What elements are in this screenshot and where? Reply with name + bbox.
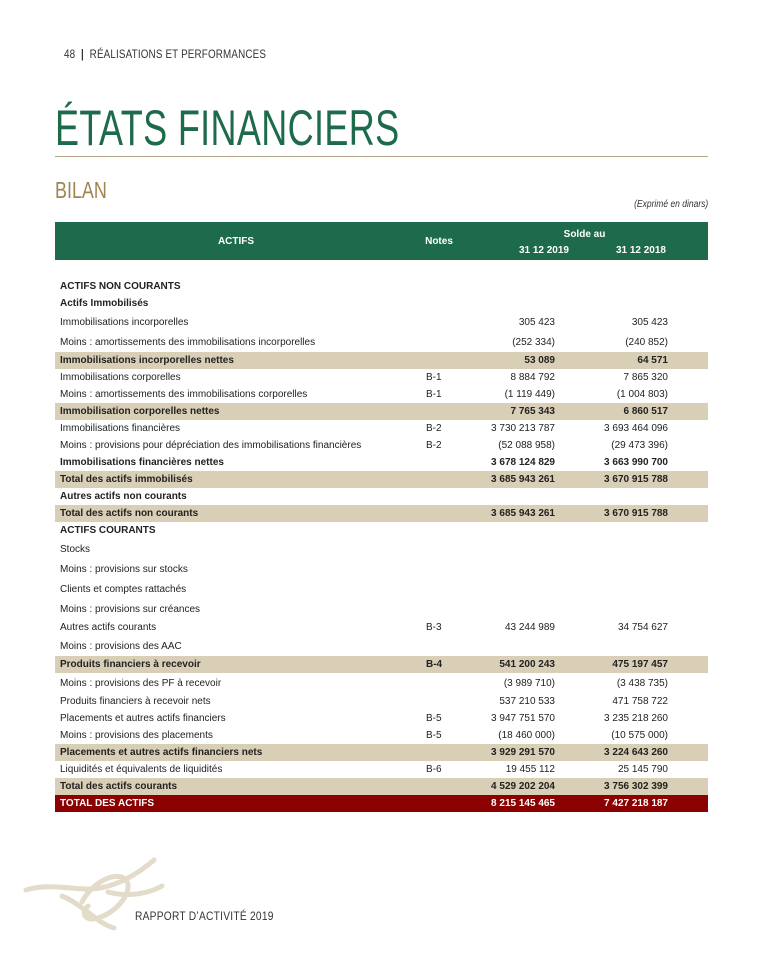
row-value-2018: (29 473 396)	[611, 440, 668, 451]
row-label: Moins : provisions sur créances	[60, 603, 201, 615]
row-value-2018	[583, 539, 708, 559]
table-header-row-1	[55, 222, 708, 241]
row-value-2018	[583, 295, 708, 312]
row-value-2019: 4 529 202 204	[461, 778, 583, 795]
row-label: Stocks	[60, 543, 91, 555]
row-value-2018: 305 423	[631, 316, 668, 328]
row-value-2019	[461, 636, 583, 656]
row-value-2019: 3 685 943 261	[461, 471, 583, 488]
row-note: B-5	[426, 713, 442, 724]
row-label: Immobilisations corporelles	[60, 372, 181, 383]
table-row	[55, 332, 708, 352]
row-label: Moins : provisions pour dépréciation des immobilisations financières	[60, 440, 362, 451]
row-note	[417, 278, 461, 295]
row-value-2019	[461, 278, 583, 295]
row-note	[417, 795, 461, 812]
row-label: Immobilisations financières	[60, 423, 181, 434]
footer-report-title: RAPPORT D’ACTIVITÉ 2019	[135, 909, 274, 923]
row-value-2018	[583, 599, 708, 619]
row-value-2019	[461, 599, 583, 619]
row-label: Clients et comptes rattachés	[60, 583, 187, 595]
row-value-2018: 471 758 722	[612, 696, 668, 707]
row-note	[417, 312, 461, 332]
row-value-2019	[461, 488, 583, 505]
row-note	[417, 403, 461, 420]
row-value-2018: 7 865 320	[623, 372, 668, 383]
row-value-2019: 19 455 112	[505, 764, 555, 775]
row-label: Moins : amortissements des immobilisations corporelles	[60, 389, 308, 400]
row-value-2018: 3 224 643 260	[583, 744, 708, 761]
row-value-2018: 3 670 915 788	[583, 505, 708, 522]
table-row	[55, 403, 708, 420]
table-row	[55, 579, 708, 599]
row-note: B-2	[426, 423, 442, 434]
table-row	[55, 522, 708, 539]
table-row	[55, 454, 708, 471]
row-note	[417, 579, 461, 599]
row-label: Moins : amortissements des immobilisations incorporelles	[60, 336, 316, 348]
row-value-2018: 3 693 464 096	[604, 423, 668, 434]
row-value-2019: (1 119 449)	[504, 389, 555, 400]
row-label: ACTIFS COURANTS	[60, 525, 156, 536]
row-value-2018: 34 754 627	[617, 622, 668, 633]
row-note: B-6	[426, 764, 442, 775]
row-value-2019	[461, 522, 583, 539]
row-note	[417, 488, 461, 505]
row-value-2018: 475 197 457	[583, 656, 708, 673]
row-value-2019	[461, 295, 583, 312]
table-row	[55, 369, 708, 386]
table-row	[55, 488, 708, 505]
row-label: Moins : provisions sur stocks	[60, 563, 188, 575]
row-note: B-1	[426, 389, 442, 400]
row-value-2019: 3 947 751 570	[491, 713, 555, 724]
row-value-2018	[583, 278, 708, 295]
row-value-2018: (3 438 735)	[616, 677, 668, 689]
row-value-2018: 25 145 790	[617, 764, 668, 775]
unit-note: (Exprimé en dinars)	[633, 199, 708, 210]
row-note	[417, 332, 461, 352]
row-note	[417, 636, 461, 656]
row-value-2019: (3 989 710)	[503, 677, 555, 689]
row-label: Placements et autres actifs financiers	[60, 713, 226, 724]
row-note	[417, 352, 461, 369]
row-value-2018	[583, 636, 708, 656]
table-row	[55, 539, 708, 559]
row-value-2018: 7 427 218 187	[583, 795, 708, 812]
row-value-2018: 3 663 990 700	[604, 457, 668, 468]
col-header-date-2018: 31 12 2018	[583, 241, 708, 260]
row-note	[417, 454, 461, 471]
row-note	[417, 778, 461, 795]
row-note: B-2	[426, 440, 442, 451]
header-separator: |	[81, 47, 84, 61]
page-title: ÉTATS FINANCIERS	[55, 100, 400, 156]
col-header-notes: Notes	[417, 222, 461, 260]
table-row	[55, 744, 708, 761]
row-value-2019: 3 929 291 570	[461, 744, 583, 761]
row-value-2018: (240 852)	[625, 336, 668, 348]
table-row	[55, 278, 708, 295]
page-number: 48	[64, 47, 76, 61]
row-label: Immobilisations financières nettes	[60, 457, 224, 468]
row-value-2019: (52 088 958)	[498, 440, 555, 451]
row-value-2018: 3 235 218 260	[604, 713, 668, 724]
row-value-2019: (18 460 000)	[498, 730, 555, 741]
row-label: Immobilisation corporelles nettes	[55, 403, 417, 420]
row-value-2019	[461, 579, 583, 599]
title-divider	[55, 156, 708, 157]
row-label: Actifs Immobilisés	[60, 298, 149, 309]
table-row	[55, 386, 708, 403]
row-note	[417, 471, 461, 488]
table-row	[55, 295, 708, 312]
col-header-solde: Solde au	[461, 222, 708, 241]
row-note	[417, 295, 461, 312]
row-value-2018	[583, 522, 708, 539]
row-value-2019	[461, 539, 583, 559]
row-label: Moins : provisions des PF à recevoir	[60, 677, 222, 689]
row-note: B-4	[417, 656, 461, 673]
row-note: B-5	[426, 730, 442, 741]
row-value-2018: 3 670 915 788	[583, 471, 708, 488]
page-header	[64, 47, 266, 61]
table-row	[55, 795, 708, 812]
row-note: B-3	[426, 622, 442, 633]
table-row	[55, 471, 708, 488]
table-row	[55, 693, 708, 710]
row-note	[417, 522, 461, 539]
row-label: Immobilisations incorporelles nettes	[55, 352, 417, 369]
table-row	[55, 505, 708, 522]
row-label: ACTIFS NON COURANTS	[60, 281, 181, 292]
row-note	[417, 539, 461, 559]
row-value-2018: (1 004 803)	[616, 389, 668, 400]
row-value-2019: 537 210 533	[499, 696, 555, 707]
table-row	[55, 727, 708, 744]
row-label: TOTAL DES ACTIFS	[55, 795, 417, 812]
table-row	[55, 778, 708, 795]
row-value-2018	[583, 559, 708, 579]
balance-sheet-table	[55, 222, 708, 812]
section-title: RÉALISATIONS ET PERFORMANCES	[89, 47, 267, 61]
row-value-2019: 53 089	[461, 352, 583, 369]
row-value-2019: 8 215 145 465	[461, 795, 583, 812]
table-row	[55, 312, 708, 332]
table-row	[55, 673, 708, 693]
row-note	[417, 693, 461, 710]
table-row	[55, 636, 708, 656]
row-value-2019: (252 334)	[512, 336, 555, 348]
row-value-2019: 43 244 989	[504, 622, 555, 633]
row-value-2018	[583, 579, 708, 599]
row-label: Autres actifs non courants	[60, 491, 187, 502]
table-row	[55, 761, 708, 778]
col-header-actifs: ACTIFS	[55, 222, 417, 260]
table-row	[55, 437, 708, 454]
row-note	[417, 673, 461, 693]
table-row	[55, 710, 708, 727]
row-label: Total des actifs non courants	[55, 505, 417, 522]
row-value-2018	[583, 488, 708, 505]
table-row	[55, 619, 708, 636]
row-label: Moins : provisions des AAC	[60, 640, 182, 652]
row-value-2018: 6 860 517	[583, 403, 708, 420]
col-header-date-2019: 31 12 2019	[461, 241, 583, 260]
table-row	[55, 352, 708, 369]
row-label: Placements et autres actifs financiers nets	[55, 744, 417, 761]
table-body	[55, 278, 708, 812]
row-value-2019: 3 685 943 261	[461, 505, 583, 522]
row-value-2019: 8 884 792	[510, 372, 555, 383]
row-value-2019: 305 423	[518, 316, 555, 328]
row-label: Immobilisations incorporelles	[60, 316, 189, 328]
row-label: Liquidités et équivalents de liquidités	[60, 764, 223, 775]
table-row	[55, 599, 708, 619]
row-value-2019: 541 200 243	[461, 656, 583, 673]
row-value-2019: 3 678 124 829	[491, 457, 555, 468]
table-row	[55, 559, 708, 579]
row-label: Autres actifs courants	[60, 622, 157, 633]
row-note	[417, 505, 461, 522]
row-note	[417, 559, 461, 579]
row-label: Produits financiers à recevoir	[55, 656, 417, 673]
row-note	[417, 744, 461, 761]
table-row	[55, 656, 708, 673]
row-value-2019	[461, 559, 583, 579]
row-label: Total des actifs immobilisés	[55, 471, 417, 488]
table-row	[55, 420, 708, 437]
row-value-2018: 64 571	[583, 352, 708, 369]
row-value-2019: 7 765 343	[461, 403, 583, 420]
row-label: Total des actifs courants	[55, 778, 417, 795]
row-value-2018: 3 756 302 399	[583, 778, 708, 795]
row-note	[417, 599, 461, 619]
section-subtitle: BILAN	[55, 177, 107, 203]
row-value-2019: 3 730 213 787	[491, 423, 555, 434]
row-label: Produits financiers à recevoir nets	[60, 696, 211, 707]
header-spacer	[55, 260, 708, 278]
row-note: B-1	[426, 372, 442, 383]
row-value-2018: (10 575 000)	[611, 730, 668, 741]
row-label: Moins : provisions des placements	[60, 730, 213, 741]
